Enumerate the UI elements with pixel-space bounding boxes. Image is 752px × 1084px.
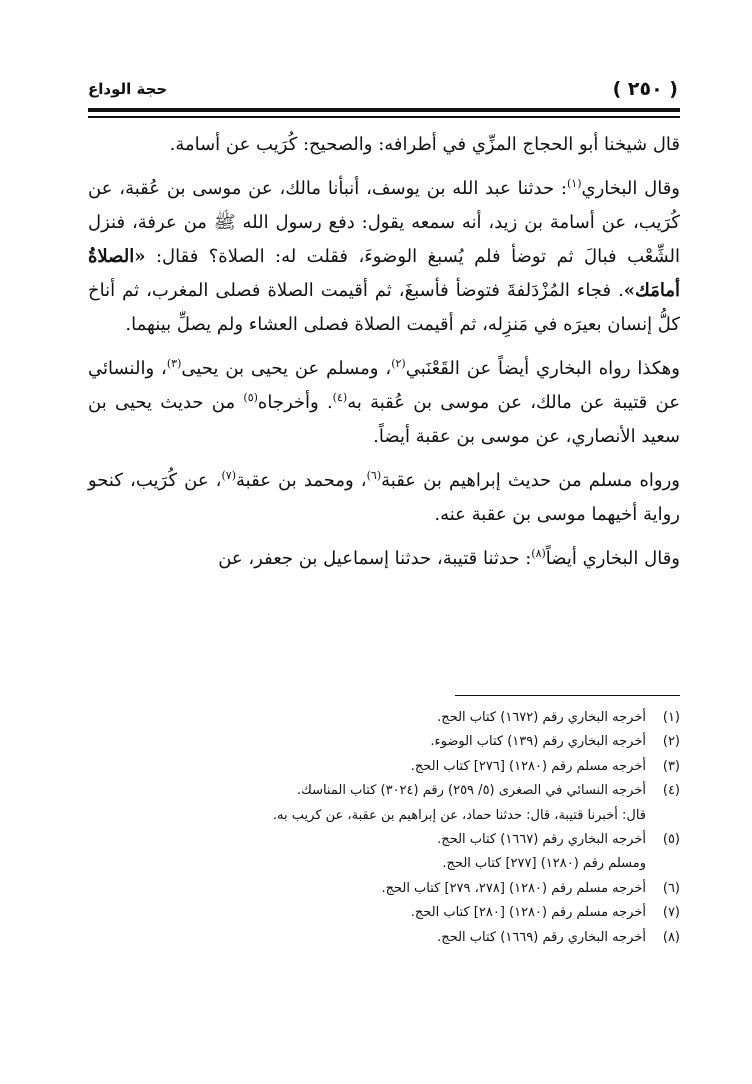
paragraph-text: ، ومسلم عن يحيى بن يحيى [181, 358, 392, 379]
footnotes [88, 706, 680, 950]
paragraph-text: من حديث يحيى بن سعيد الأنصاري، عن موسى بن عقبة أيضاً. [88, 392, 680, 447]
footnote-ref-1[interactable]: (١) [567, 177, 582, 190]
paragraph-text: ، عن كُرَيب، كنحو رواية أخيهما موسى بن عقبة عنه. [88, 470, 680, 525]
paragraph-text: ، ومحمد بن عقبة [236, 470, 367, 491]
footnote-ref-7[interactable]: (٧) [221, 469, 237, 482]
footnote-7 [88, 901, 680, 925]
footnote-ref-2[interactable]: (٢) [391, 357, 406, 370]
paragraph-text: : حدثنا قتيبة، حدثنا إسماعيل بن جعفر، عن [218, 548, 532, 569]
footnote-number: (٥) [662, 832, 680, 848]
footnote-number: (٧) [662, 905, 680, 921]
footnote-number: (٦) [662, 880, 680, 896]
footnote-number: (٢) [662, 734, 680, 750]
paragraph-text: ، والنسائي عن قتيبة عن مالك، عن موسى بن عُقبة به [88, 358, 680, 413]
footnote-divider [455, 695, 680, 696]
footnote-number: (٤) [662, 783, 680, 799]
paragraph-text: ورواه مسلم من حديث إبراهيم بن عقبة [381, 470, 680, 491]
paragraph-text: وقال البخاري [581, 178, 680, 199]
footnote-ref-5[interactable]: (٥) [243, 391, 258, 404]
footnote-ref-6[interactable]: (٦) [366, 469, 382, 482]
paragraph-text: قال شيخنا أبو الحجاج المزِّي في أطرافه: والصحيح: كُرَيب عن أسامة. [169, 134, 680, 155]
page-number: ( ٢٥٠ ) [612, 78, 678, 100]
footnote-number: (١) [662, 710, 680, 725]
paragraph-text: وهكذا رواه البخاري أيضاً عن القَعْنَبي [405, 358, 680, 379]
main-text [88, 128, 680, 586]
footnote-text: أخرجه مسلم رقم (١٢٨٠) [٢٨٠] كتاب الحج. [410, 905, 646, 921]
footnote-text: أخرجه البخاري رقم (١٦٧٢) كتاب الحج. [437, 710, 646, 725]
paragraph-text: : حدثنا عبد الله بن يوسف، أنبأنا مالك، عن موسى بن عُقبة، عن كُرَيب، عن أسامة بن زيد، أنه سمعه يقول: دفع رسول الله ﷺ من عرفة، فنزل الشِّعْب فبالَ ثم توضأ فلم يُسبغ الوضوءَ، فقلت له: الصلاة؟ فقال: [88, 178, 680, 267]
footnote-number: (٣) [662, 758, 680, 774]
header-rule-thick [88, 108, 680, 112]
book-title: حجة الوداع [88, 80, 168, 98]
footnote-ref-8[interactable]: (٨) [531, 547, 546, 560]
footnote-ref-3[interactable]: (٣) [166, 357, 182, 370]
footnote-1 [88, 706, 680, 730]
header-rule-thin [88, 116, 680, 118]
bold-quote: «الصلاةُ أمامَك» [88, 246, 680, 301]
footnote-text: أخرجه مسلم رقم (١٢٨٠) [٢٧٦] كتاب الحج. [410, 758, 646, 774]
footnote-8 [88, 926, 680, 950]
paragraph-3 [88, 352, 680, 454]
footnote-text: أخرجه البخاري رقم (١٦٦٧) كتاب الحج. [437, 832, 646, 848]
footnote-text: أخرجه النسائي في الصغرى (٥/ ٢٥٩) رقم (٣٠٢٤) كتاب المناسك. [296, 783, 646, 799]
footnote-6 [88, 877, 680, 901]
footnote-4 [88, 779, 680, 803]
footnote-number: (٨) [662, 929, 680, 945]
page-header [88, 78, 678, 102]
footnote-text: أخرجه مسلم رقم (١٢٨٠) [٢٧٨، ٢٧٩] كتاب الحج. [381, 880, 646, 896]
footnote-ref-4[interactable]: (٤) [332, 391, 348, 404]
footnote-text: أخرجه البخاري رقم (١٦٦٩) كتاب الحج. [437, 929, 646, 945]
footnote-5-continuation: ومسلم رقم (١٢٨٠) [٢٧٧] كتاب الحج. [442, 856, 646, 872]
footnote-text: أخرجه البخاري رقم (١٣٩) كتاب الوضوء. [430, 734, 646, 750]
paragraph-4 [88, 464, 680, 532]
paragraph-5 [88, 542, 680, 576]
paragraph-text: . وأخرجاه [257, 392, 333, 413]
paragraph-2 [88, 172, 680, 342]
paragraph-text: . فجاء المُزْدَلفةَ فتوضأ فأسبغَ، ثم أقيمت الصلاة فصلى المغرب، ثم أناخ كلُّ إنسان بعيرَه في مَنزِله، ثم أقيمت الصلاة فصلى العشاء ولم يصلِّ بينهما. [88, 280, 680, 335]
paragraph-text: وقال البخاري أيضاً [545, 548, 680, 569]
footnote-4-continuation: قال: أخبرنا قتيبة، قال: حدثنا حماد، عن إبراهيم بن عقبة، عن كريب به. [272, 807, 646, 823]
footnote-3 [88, 755, 680, 779]
paragraph-1 [88, 128, 680, 162]
footnote-2 [88, 730, 680, 754]
footnote-5 [88, 828, 680, 852]
